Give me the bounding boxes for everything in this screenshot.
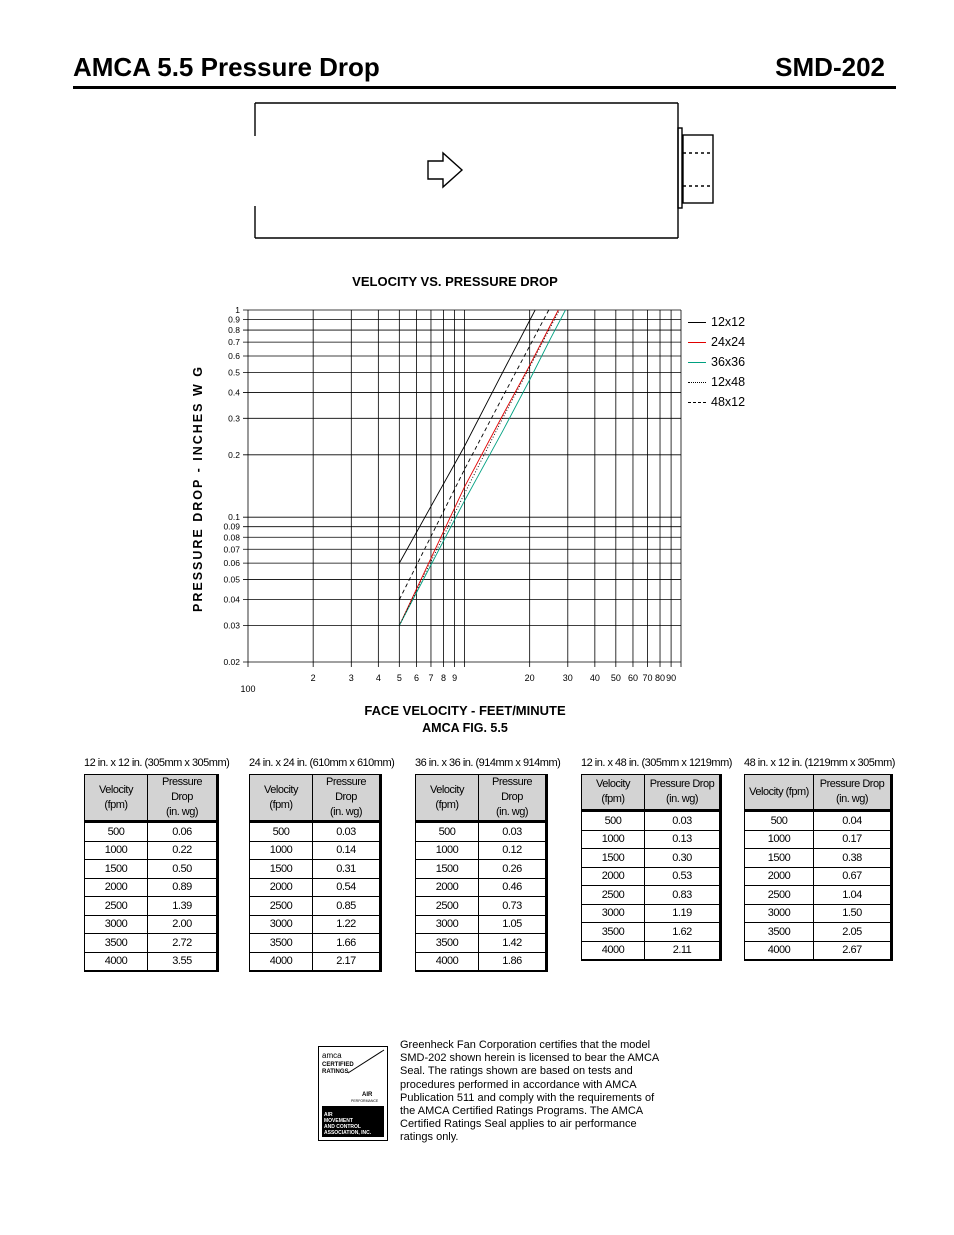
legend-swatch: [688, 382, 706, 383]
pressure-cell: 1.86: [479, 952, 547, 971]
pressure-cell: 0.03: [645, 811, 721, 831]
table-row: [582, 941, 721, 960]
legend-label: 36x36: [711, 355, 746, 369]
table-row: [582, 849, 721, 868]
series-line-12x48: [399, 310, 559, 626]
pressure-cell: 0.03: [313, 822, 381, 842]
svg-text:MOVEMENT: MOVEMENT: [324, 1118, 353, 1124]
pressure-cell: 0.06: [148, 822, 218, 842]
test-setup-diagram: [250, 98, 730, 243]
pressure-cell: 0.46: [479, 878, 547, 897]
velocity-cell: 4000: [85, 952, 148, 971]
y-tick-label: 1: [235, 305, 240, 315]
page-title: AMCA 5.5 Pressure Drop: [73, 52, 380, 82]
table-row: [745, 886, 892, 905]
x-tick-label: 60: [627, 673, 638, 683]
pressure-cell: 0.89: [148, 878, 218, 897]
pressure-cell: 2.00: [148, 915, 218, 934]
y-tick-label: 0.05: [223, 574, 240, 585]
table-row: [85, 934, 218, 953]
svg-text:amca: amca: [322, 1051, 342, 1060]
y-tick-label: 0.09: [223, 521, 240, 532]
x-tick-label: 90: [666, 673, 677, 683]
table-row: [250, 897, 381, 916]
pressure-cell: 0.17: [814, 830, 892, 849]
y-tick-label: 0.1: [228, 512, 240, 523]
velocity-cell: 2500: [582, 886, 645, 905]
pressure-column-header: Pressure Drop (in. wg): [645, 775, 721, 811]
velocity-cell: 1000: [416, 841, 479, 860]
pressure-cell: 0.83: [645, 886, 721, 905]
velocity-cell: 2500: [250, 897, 313, 916]
velocity-column-header: Velocity (fpm): [745, 775, 814, 811]
y-tick-label: 0.3: [228, 413, 240, 424]
velocity-cell: 3000: [416, 915, 479, 934]
velocity-cell: 1500: [745, 849, 814, 868]
pressure-drop-table: [581, 757, 732, 961]
table-row: [582, 904, 721, 923]
pressure-cell: 1.42: [479, 934, 547, 953]
pressure-drop-table: [84, 757, 229, 972]
x-tick-label: 8: [441, 673, 447, 683]
velocity-column-header: Velocity (fpm): [582, 775, 645, 811]
velocity-cell: 1500: [250, 860, 313, 879]
table-row: [745, 849, 892, 868]
x-tick-label: 50: [610, 673, 621, 683]
velocity-cell: 3500: [250, 934, 313, 953]
legend-swatch: [688, 402, 706, 403]
table-row: [416, 841, 547, 860]
table-row: [416, 897, 547, 916]
velocity-cell: 2500: [85, 897, 148, 916]
table-caption: 48 in. x 12 in. (1219mm x 305mm): [744, 757, 895, 769]
velocity-cell: 500: [250, 822, 313, 842]
pressure-drop-table: [744, 757, 895, 961]
velocity-cell: 2500: [745, 886, 814, 905]
amca-seal-logo: [318, 1046, 388, 1141]
pressure-column-header: Pressure Drop (in. wg): [814, 775, 892, 811]
y-tick-label: 0.08: [223, 532, 240, 543]
velocity-cell: 2000: [416, 878, 479, 897]
y-tick-label: 0.7: [228, 337, 240, 348]
pressure-cell: 0.03: [479, 822, 547, 842]
velocity-cell: 3000: [745, 904, 814, 923]
x-tick-label: 3: [348, 673, 354, 683]
pressure-cell: 0.22: [148, 841, 218, 860]
pressure-cell: 1.39: [148, 897, 218, 916]
table-row: [745, 923, 892, 942]
table-row: [85, 952, 218, 971]
velocity-cell: 2500: [416, 897, 479, 916]
series-line-36x36: [399, 310, 565, 626]
table-row: [250, 822, 381, 842]
table-caption: 36 in. x 36 in. (914mm x 914mm): [415, 757, 561, 769]
legend-swatch: [688, 322, 706, 323]
svg-text:AND CONTROL: AND CONTROL: [324, 1124, 361, 1130]
x-tick-label: 4: [375, 673, 381, 683]
y-tick-label: 0.06: [223, 558, 240, 569]
pressure-cell: 2.17: [313, 952, 381, 971]
x-tick-label: 9: [452, 673, 458, 683]
pressure-column-header: Pressure Drop (in. wg): [479, 775, 547, 822]
table-row: [582, 886, 721, 905]
svg-text:ASSOCIATION, INC.: ASSOCIATION, INC.: [324, 1130, 372, 1136]
legend-swatch: [688, 342, 706, 343]
pressure-cell: 2.11: [645, 941, 721, 960]
y-tick-label: 0.5: [228, 367, 240, 378]
velocity-cell: 500: [85, 822, 148, 842]
pressure-cell: 0.31: [313, 860, 381, 879]
velocity-cell: 4000: [250, 952, 313, 971]
table-row: [416, 952, 547, 971]
pressure-drop-table: [249, 757, 394, 972]
velocity-cell: 2000: [250, 878, 313, 897]
velocity-cell: 500: [745, 811, 814, 831]
x-tick-label: 70: [642, 673, 653, 683]
table-row: [582, 830, 721, 849]
pressure-cell: 2.05: [814, 923, 892, 942]
velocity-cell: 3500: [745, 923, 814, 942]
x-tick-label: 40: [589, 673, 600, 683]
x-tick-label: 100: [240, 684, 256, 694]
y-tick-label: 0.8: [228, 325, 240, 336]
pressure-drop-table: [415, 757, 560, 972]
x-axis-label: FACE VELOCITY - FEET/MINUTE: [364, 703, 566, 718]
velocity-cell: 1500: [85, 860, 148, 879]
table-row: [745, 811, 892, 831]
velocity-cell: 3500: [416, 934, 479, 953]
series-line-12x12: [399, 310, 535, 563]
x-tick-label: 6: [413, 673, 419, 683]
chart-legend: [688, 312, 745, 412]
chart-title: VELOCITY VS. PRESSURE DROP: [352, 274, 558, 289]
table-row: [85, 822, 218, 842]
velocity-cell: 2000: [582, 867, 645, 886]
velocity-cell: 3500: [582, 923, 645, 942]
legend-item: [688, 332, 745, 352]
velocity-column-header: Velocity (fpm): [416, 775, 479, 822]
velocity-cell: 1500: [416, 860, 479, 879]
pressure-cell: 0.73: [479, 897, 547, 916]
pressure-column-header: Pressure Drop (in. wg): [313, 775, 381, 822]
pressure-cell: 1.05: [479, 915, 547, 934]
model-number: SMD-202: [775, 52, 885, 82]
legend-label: 12x48: [711, 375, 746, 389]
figure-caption: AMCA FIG. 5.5: [422, 721, 508, 735]
x-tick-label: 7: [428, 673, 434, 683]
table-row: [416, 934, 547, 953]
velocity-cell: 3000: [250, 915, 313, 934]
table-row: [250, 915, 381, 934]
x-tick-label: 30: [562, 673, 573, 683]
velocity-column-header: Velocity (fpm): [85, 775, 148, 822]
pressure-cell: 0.14: [313, 841, 381, 860]
pressure-cell: 3.55: [148, 952, 218, 971]
velocity-cell: 500: [416, 822, 479, 842]
velocity-cell: 3500: [85, 934, 148, 953]
legend-label: 24x24: [711, 335, 746, 349]
pressure-cell: 0.54: [313, 878, 381, 897]
velocity-cell: 500: [582, 811, 645, 831]
table-row: [582, 867, 721, 886]
legend-label: 12x12: [711, 315, 746, 329]
legend-label: 48x12: [711, 395, 746, 409]
table-row: [250, 841, 381, 860]
pressure-cell: 1.66: [313, 934, 381, 953]
airflow-arrow-icon: [428, 153, 462, 187]
table-row: [250, 860, 381, 879]
velocity-cell: 4000: [416, 952, 479, 971]
velocity-cell: 1500: [582, 849, 645, 868]
velocity-cell: 3000: [582, 904, 645, 923]
table-caption: 24 in. x 24 in. (610mm x 610mm): [249, 757, 395, 769]
table-row: [416, 915, 547, 934]
pressure-cell: 1.50: [814, 904, 892, 923]
table-row: [416, 878, 547, 897]
velocity-cell: 2000: [85, 878, 148, 897]
velocity-column-header: Velocity (fpm): [250, 775, 313, 822]
table-row: [85, 878, 218, 897]
table-row: [250, 878, 381, 897]
table-row: [416, 860, 547, 879]
velocity-cell: 3000: [85, 915, 148, 934]
svg-text:RATINGS: RATINGS: [322, 1069, 349, 1075]
y-tick-label: 0.4: [228, 387, 240, 398]
pressure-cell: 2.67: [814, 941, 892, 960]
velocity-cell: 4000: [582, 941, 645, 960]
table-row: [745, 830, 892, 849]
pressure-cell: 0.53: [645, 867, 721, 886]
velocity-cell: 2000: [745, 867, 814, 886]
velocity-cell: 1000: [745, 830, 814, 849]
certification-text: Greenheck Fan Corporation certifies that the model SMD-202 shown herein is licensed to bear the AMCA Seal. The ratings shown are based on tests and procedures performed in accordance with AMCA Publication 511 and comply with the requirements of the AMCA Certified Ratings Programs. The AMCA Certified Ratings Seal applies to air performance ratings only.: [400, 1039, 659, 1144]
pressure-cell: 0.50: [148, 860, 218, 879]
y-tick-label: 0.02: [223, 657, 240, 667]
legend-item: [688, 392, 745, 412]
pressure-cell: 0.30: [645, 849, 721, 868]
table-row: [85, 860, 218, 879]
table-row: [745, 867, 892, 886]
y-tick-label: 0.03: [223, 620, 240, 631]
svg-text:PERFORMANCE: PERFORMANCE: [351, 1099, 379, 1103]
x-tick-label: 20: [524, 673, 535, 683]
table-row: [582, 811, 721, 831]
x-tick-label: 5: [396, 673, 402, 683]
table-row: [745, 941, 892, 960]
table-row: [745, 904, 892, 923]
svg-text:AIR: AIR: [324, 1112, 333, 1118]
y-tick-label: 0.6: [228, 350, 240, 361]
table-row: [582, 923, 721, 942]
table-row: [250, 934, 381, 953]
table-row: [416, 822, 547, 842]
pressure-column-header: Pressure Drop (in. wg): [148, 775, 218, 822]
table-row: [85, 841, 218, 860]
table-row: [85, 897, 218, 916]
pressure-cell: 0.26: [479, 860, 547, 879]
pressure-cell: 0.38: [814, 849, 892, 868]
pressure-cell: 1.04: [814, 886, 892, 905]
pressure-cell: 1.19: [645, 904, 721, 923]
table-row: [85, 915, 218, 934]
velocity-cell: 4000: [745, 941, 814, 960]
table-caption: 12 in. x 48 in. (305mm x 1219mm): [581, 757, 732, 769]
header-rule: [73, 86, 896, 89]
legend-swatch: [688, 362, 706, 363]
pressure-cell: 0.85: [313, 897, 381, 916]
pressure-cell: 1.62: [645, 923, 721, 942]
legend-item: [688, 312, 745, 332]
velocity-cell: 1000: [85, 841, 148, 860]
pressure-cell: 0.04: [814, 811, 892, 831]
y-tick-label: 0.9: [228, 314, 240, 325]
x-tick-label: 80: [655, 673, 666, 683]
velocity-cell: 1000: [250, 841, 313, 860]
pressure-cell: 0.67: [814, 867, 892, 886]
y-tick-label: 0.07: [223, 544, 240, 555]
table-caption: 12 in. x 12 in. (305mm x 305mm): [84, 757, 230, 769]
pressure-cell: 0.13: [645, 830, 721, 849]
y-tick-label: 0.2: [228, 449, 240, 460]
legend-item: [688, 372, 745, 392]
svg-text:CERTIFIED: CERTIFIED: [322, 1062, 354, 1068]
pressure-cell: 1.22: [313, 915, 381, 934]
y-tick-label: 0.04: [223, 594, 240, 605]
x-tick-label: 2: [310, 673, 316, 683]
table-row: [250, 952, 381, 971]
pressure-cell: 2.72: [148, 934, 218, 953]
velocity-cell: 1000: [582, 830, 645, 849]
svg-text:AIR: AIR: [362, 1092, 373, 1098]
pressure-cell: 0.12: [479, 841, 547, 860]
legend-item: [688, 352, 745, 372]
y-axis-label: PRESSURE DROP - INCHES W G: [191, 365, 205, 612]
